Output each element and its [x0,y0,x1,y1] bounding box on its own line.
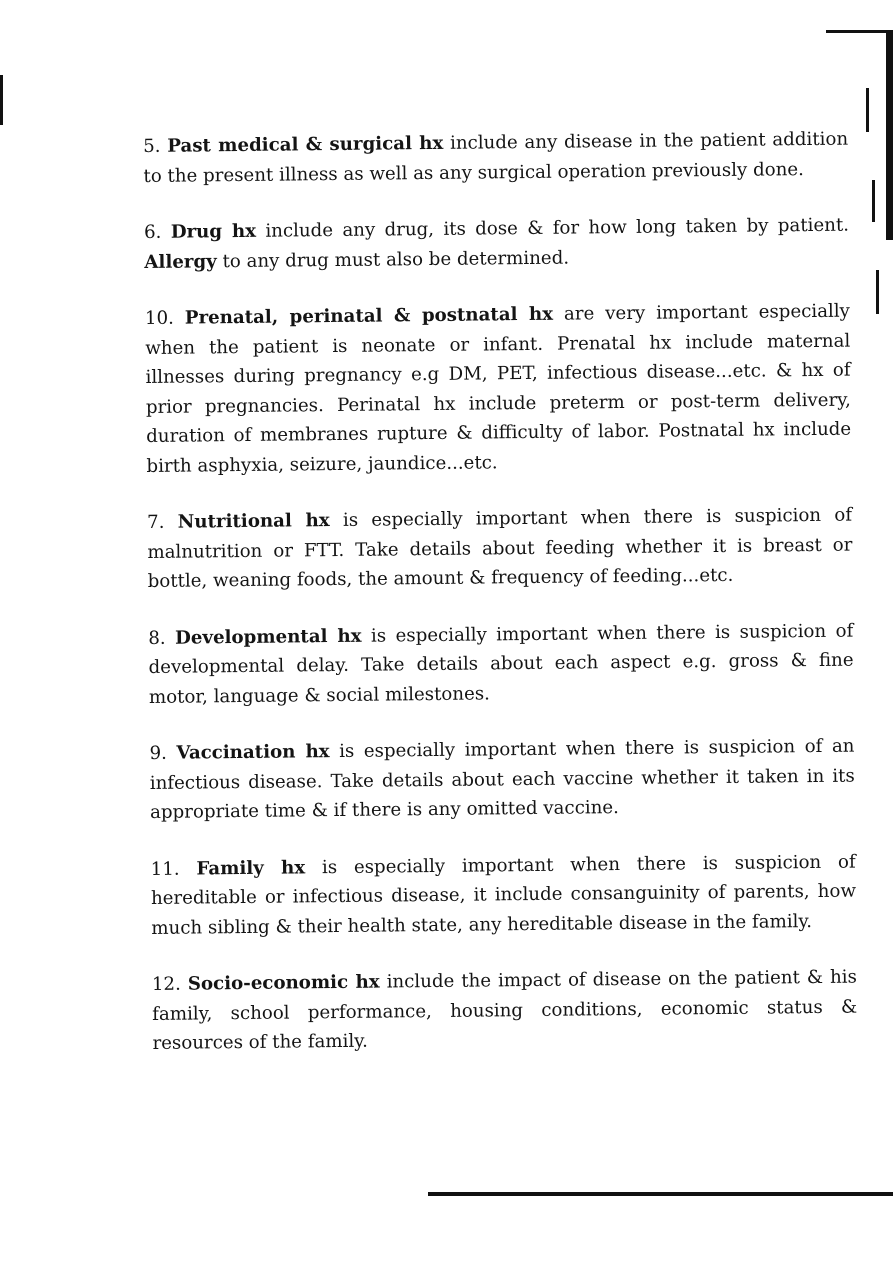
heading-allergy: Allergy [144,250,217,273]
paragraph-family-hx: 11. Family hx is especially important when there is suspicion of hereditable or infectious disease, it include consanguinity of parents, how much sibling & their health state, any hereditable disease in the family. [150,851,857,939]
scan-mark-right-3 [876,270,879,314]
heading-family-hx: Family hx [196,856,306,879]
paragraph-drug-hx: 6. Drug hx include any drug, its dose & for how long taken by patient. Allergy to any drug must also be determined. [143,214,850,273]
paragraph-socio-economic-hx: 12. Socio-economic hx include the impact of disease on the patient & his family, school performance, housing conditions, economic status & resources of the family. [151,966,858,1054]
heading-socio-economic-hx: Socio-economic hx [187,971,380,995]
heading-past-medical-hx: Past medical & surgical hx [167,132,444,157]
heading-nutritional-hx: Nutritional hx [177,510,330,533]
paragraph-past-medical-hx: 5. Past medical & surgical hx include any disease in the patient addition to the present illness as well as any surgical operation previously done. [143,128,849,187]
paragraph-nutritional-hx: 7. Nutritional hx is especially important when there is suspicion of malnutrition or FTT. Take details about feeding whether it is breast or bottle, weaning foods, the amount & frequency of feeding...etc. [146,504,853,592]
heading-drug-hx: Drug hx [170,220,257,243]
scan-edge-top-right [826,30,893,33]
scan-mark-left [0,75,3,125]
heading-vaccination-hx: Vaccination hx [176,741,330,764]
scan-mark-right-1 [866,88,869,132]
paragraph-vaccination-hx: 9. Vaccination hx is especially important when there is suspicion of an infectious disease. Take details about each vaccine whether it taken in its appropriate time & if there is any omitted vaccine. [149,735,855,823]
heading-prenatal-hx: Prenatal, perinatal & postnatal hx [184,303,554,329]
heading-developmental-hx: Developmental hx [174,625,362,649]
scan-edge-bottom [428,1192,893,1196]
paragraph-prenatal-hx: 10. Prenatal, perinatal & postnatal hx are very important especially when the patient is neonate or infant. Prenatal hx include maternal illnesses during pregnancy e.g DM, PET, infectious disease...etc. & hx of prior pregnancies. Perinatal hx include preterm or post-term delivery, duration of membranes rupture & difficulty of labor. Postnatal hx include birth asphyxia, seizure, jaundice...etc. [144,300,852,477]
scan-edge-right [886,30,893,240]
document-page [143,125,858,1086]
paragraph-developmental-hx: 8. Developmental hx is especially important when there is suspicion of developmental delay. Take details about each aspect e.g. gross & fine motor, language & social milestones. [148,620,854,708]
scan-mark-right-2 [872,180,875,222]
